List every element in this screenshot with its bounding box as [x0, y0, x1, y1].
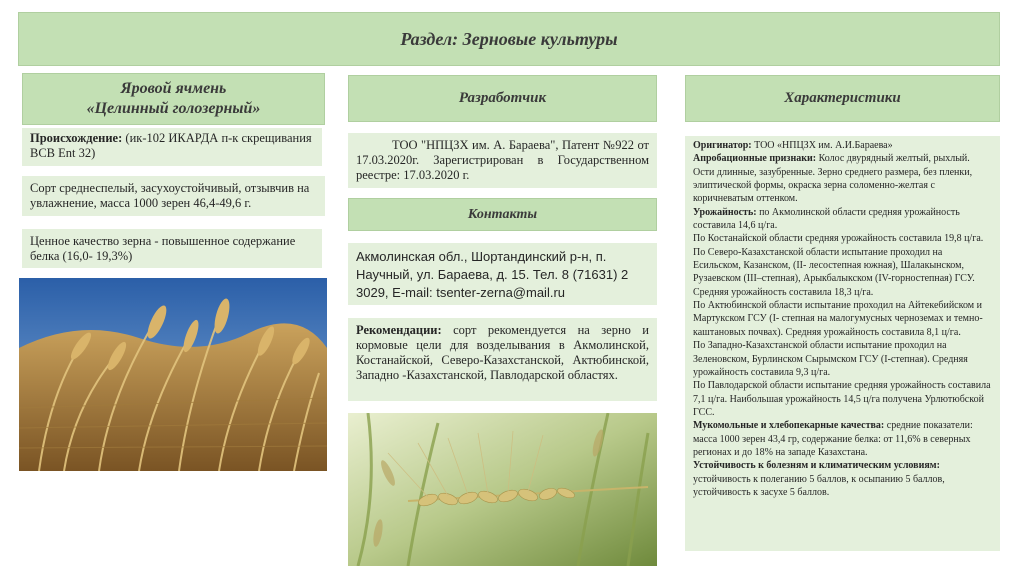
- contacts-text: Акмолинская обл., Шортандинский р-н, п. Научный, ул. Бараева, д. 15. Тел. 8 (71631) 2 3029, E-mail: tsenter-zerna@mail.ru: [356, 249, 629, 300]
- variety-title-box: [22, 73, 325, 125]
- originator-label: Оригинатор:: [693, 140, 752, 151]
- developer-header-label: Разработчик: [458, 90, 547, 106]
- description-box: [22, 176, 325, 216]
- recommendations-text: сорт рекомендуется на зерно и кормовые цели для возделывания в Акмолинской, Костанайской, Северо-Казахстанской, Актюбинской, Западно -Казахстанской, Павлодарской областях.: [356, 323, 649, 382]
- barley-ears-photo: [348, 413, 657, 566]
- origin-box: [22, 128, 322, 166]
- resistance-label: Устойчивость к болезням и климатическим условиям:: [693, 460, 940, 472]
- variety-description: Сорт среднеспелый, засухоустойчивый, отзывчив на увлажнение, масса 1000 зерен 46,4-49,6 г.: [30, 181, 310, 210]
- originator-text: ТОО «НПЦЗХ им. А.И.Бараева»: [751, 140, 893, 151]
- yield-line: По Костанайской области средняя урожайность составила 19,8 ц/га.: [693, 233, 984, 245]
- wheat-field-photo: [19, 278, 327, 471]
- origin-label: Происхождение:: [30, 131, 123, 145]
- resistance-row: [693, 459, 992, 499]
- characteristics-box: [685, 136, 1000, 551]
- milling-row: [693, 419, 992, 459]
- characteristics-header-label: Характеристики: [784, 90, 901, 106]
- grain-quality: Ценное качество зерна - повышенное содержание белка (16,0- 19,3%): [30, 234, 296, 263]
- recommendations-label: Рекомендации:: [356, 323, 442, 337]
- section-title-banner: [18, 12, 1000, 66]
- variety-title-line1: Яровой ячмень: [120, 80, 227, 97]
- approbation-label: Апробационные признаки:: [693, 153, 817, 165]
- section-title: Раздел: Зерновые культуры: [400, 28, 618, 49]
- quality-box: [22, 229, 322, 268]
- milling-text: средние показатели: масса 1000 зерен 43,4 гр, содержание белка: от 11,6% в северных регионах и до 18% на западе Казахстана.: [693, 420, 973, 458]
- developer-header: [348, 75, 657, 122]
- yield-line: По Северо-Казахстанской области испытание проходил на Есильском, Казанском, (II- лесостепная южная), Шалакынском, Рузаевском (III–степная), Арыкбалыкском (IV-горностепная) ГСУ. Средняя урожайность составила 18,3 ц/га.: [693, 246, 975, 298]
- yield-label: Урожайность:: [693, 206, 757, 218]
- yield-line: По Западно-Казахстанской области испытание проходил на Зеленовском, Бурлинском Сырымском ГСУ (I-степная). Средняя урожайность составила 9,3 ц/га.: [693, 340, 968, 378]
- yield-line: по Акмолинской области средняя урожайность составила 14,6 ц/га.: [693, 206, 960, 232]
- yield-line: По Актюбинской области испытание проходил на Айтекебийском и Мартукском ГСУ (I- степная на малогумусных черноземах и темно-каштановых почвах). Средняя урожайность составила 8,1 ц/га.: [693, 300, 983, 338]
- contacts-box: [348, 243, 657, 305]
- approbation-row: [693, 152, 992, 205]
- resistance-text: устойчивость к полеганию 5 баллов, к осыпанию 5 баллов, устойчивость к засухе 5 баллов.: [693, 473, 945, 498]
- recommendations-box: [348, 318, 657, 401]
- yield-row: [693, 206, 992, 233]
- originator-row: [693, 139, 992, 152]
- contacts-header: [348, 198, 657, 231]
- variety-title-line2: «Целинный голозерный»: [86, 100, 261, 117]
- origin-text: (ик-102 ИКАРДА п-к скрещивания BCB Ent 32): [30, 131, 312, 160]
- milling-label: Мукомольные и хлебопекарные качества:: [693, 420, 885, 432]
- characteristics-header: [685, 75, 1000, 122]
- approbation-text: Колос двурядный желтый, рыхлый. Ости длинные, зазубренные. Зерно среднего размера, без пленки, элиптической формы, окраска зерна соломенно-желтая с коричневатым оттенком.: [693, 153, 973, 205]
- contacts-header-label: Контакты: [467, 206, 538, 222]
- yield-line: По Павлодарской области испытание средняя урожайность составила 7,1 ц/га. Наибольшая урожайность 14,5 ц/га получена Урлютюбской ГСС.: [693, 380, 991, 418]
- developer-text: ТОО "НПЦЗХ им. А. Бараева", Патент №922 от 17.03.2020г. Зарегистрирован в Государственном реестре: 17.03.2020 г.: [356, 138, 649, 182]
- developer-box: [348, 133, 657, 188]
